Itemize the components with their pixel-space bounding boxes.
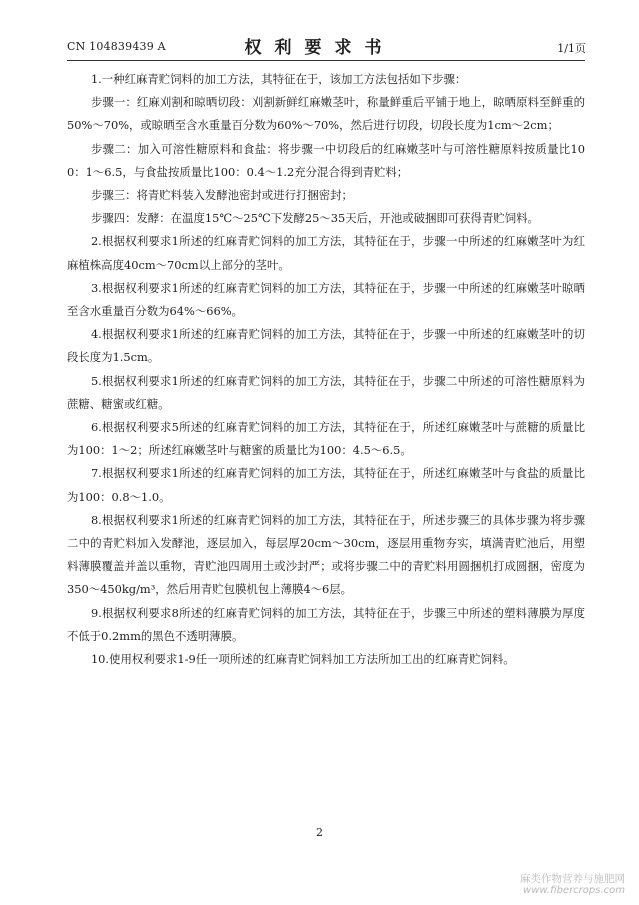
claim-1-intro: 1.一种红麻青贮饲料的加工方法，其特征在于，该加工方法包括如下步骤： xyxy=(90,72,467,86)
claim-5: 5.根据权利要求1所述的红麻青贮饲料的加工方法，其特征在于，步骤二中所述的可溶性糖原料为蔗糖、糖蜜或红糖。 xyxy=(67,373,585,411)
header-divider xyxy=(67,60,585,61)
claim-4: 4.根据权利要求1所述的红麻青贮饲料的加工方法，其特征在于，步骤一中所述的红麻嫩茎叶的切段长度为1.5cm。 xyxy=(67,327,585,365)
claim-10: 10.使用权利要求1-9任一项所述的红麻青贮饲料加工方法所加工出的红麻青贮饲料。 xyxy=(90,652,515,667)
claims-body xyxy=(67,68,585,671)
document-title: 权利要求书 xyxy=(244,38,395,58)
claim-2: 2.根据权利要求1所述的红麻青贮饲料的加工方法，其特征在于，步骤一中所述的红麻嫩茎叶为红麻植株高度40cm～70cm以上部分的茎叶。 xyxy=(67,234,585,272)
patent-number: CN 104839439 A xyxy=(67,40,166,53)
claim-7: 7.根据权利要求1所述的红麻青贮饲料的加工方法，其特征在于，所述红麻嫩茎叶与食盐的质量比为100：0.8～1.0。 xyxy=(67,466,585,504)
claim-1-step-3: 步骤三：将青贮料装入发酵池密封或进行打捆密封； xyxy=(90,188,353,203)
claim-1-step-2: 步骤二：加入可溶性糖原料和食盐：将步骤一中切段后的红麻嫩茎叶与可溶性糖原料按质量比100：1～6.5，与食盐按质量比100：0.4～1.2充分混合得到青贮料； xyxy=(67,141,585,179)
claim-1-step-1: 步骤一：红麻刈割和晾晒切段：刈割新鲜红麻嫩茎叶，称量鲜重后平铺于地上，晾晒原料至鲜重的50%～70%，或晾晒至含水重量百分数为60%～70%，然后进行切段，切段长度为1cm～2cm； xyxy=(67,95,585,133)
claim-1-step-4: 步骤四：发酵：在温度15℃～25℃下发酵25～35天后，开池或破捆即可获得青贮饲料。 xyxy=(90,211,539,226)
page-indicator: 1/1页 xyxy=(557,42,586,55)
claim-9: 9.根据权利要求8所述的红麻青贮饲料的加工方法，其特征在于，步骤三中所述的塑料薄膜为厚度不低于0.2mm的黑色不透明薄膜。 xyxy=(67,605,585,643)
watermark xyxy=(520,873,625,897)
claim-3: 3.根据权利要求1所述的红麻青贮饲料的加工方法，其特征在于，步骤一中所述的红麻嫩茎叶晾晒至含水重量百分数为64%～66%。 xyxy=(67,280,585,319)
watermark-url: www.fibercrops.com xyxy=(523,885,625,896)
claim-8: 8.根据权利要求1所述的红麻青贮饲料的加工方法，其特征在于，所述步骤三的具体步骤为将步骤二中的青贮料加入发酵池，逐层加入，每层厚20cm～30cm，逐层用重物夯实，填满青贮池后，用塑料薄膜覆盖并盖以重物，青贮池四周用土或沙封严；或将步骤二中的青贮料用圆捆机打成圆捆，密度为350～450kg/m³，然后用青贮包膜机包上薄膜4～6层。 xyxy=(67,512,585,597)
claim-6: 6.根据权利要求5所述的红麻青贮饲料的加工方法，其特征在于，所述红麻嫩茎叶与蔗糖的质量比为100：1～2；所述红麻嫩茎叶与糖蜜的质量比为100：4.5～6.5。 xyxy=(67,420,585,458)
page-number: 2 xyxy=(316,826,323,839)
watermark-site-name: 麻类作物营养与施肥网 xyxy=(520,873,625,885)
